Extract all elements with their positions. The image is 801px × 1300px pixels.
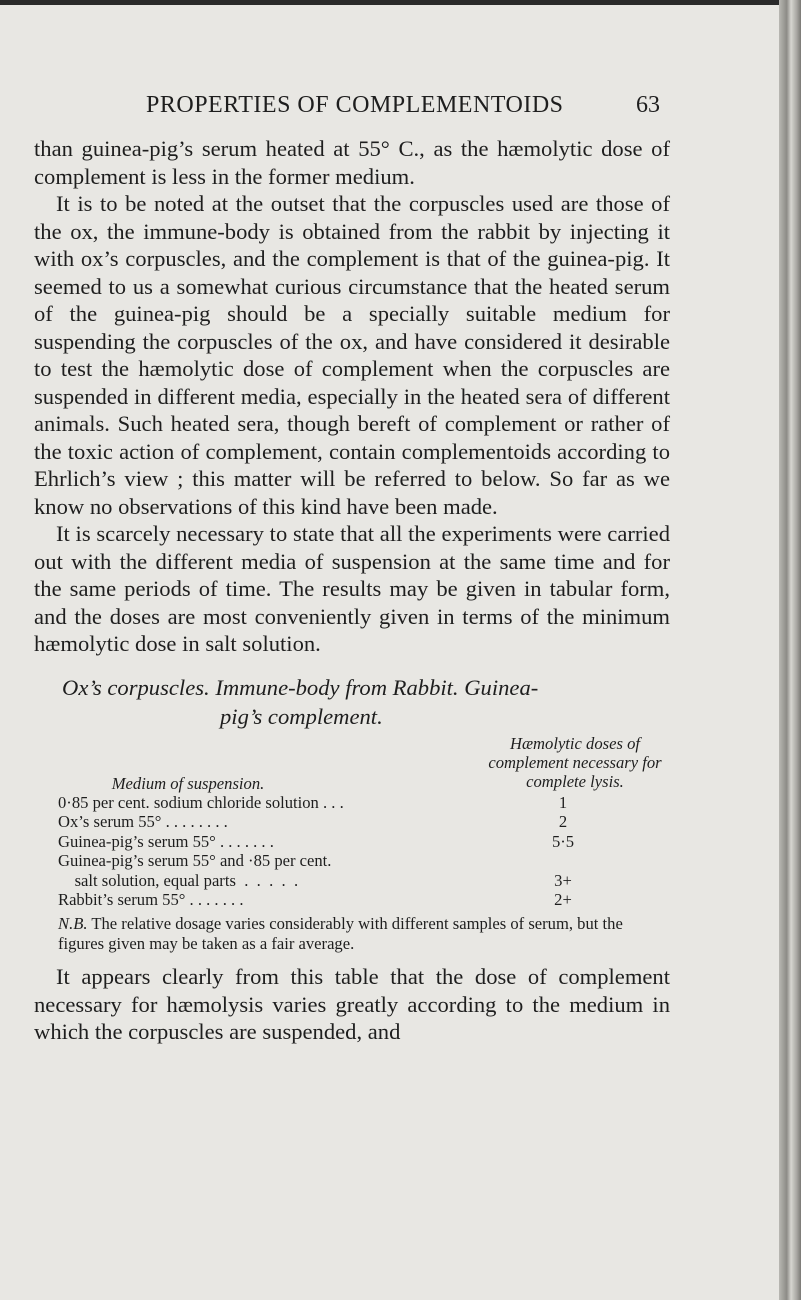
row-medium: 0·85 per cent. sodium chloride solution . . . (58, 793, 344, 812)
row-dose: 2 (558, 812, 568, 832)
body-text (34, 135, 670, 658)
row-medium: Guinea-pig’s serum 55° and ·85 per cent. (58, 851, 332, 871)
closing-text (34, 963, 670, 1046)
table-title (34, 673, 670, 731)
row-dose: 3+ (554, 870, 572, 890)
row-medium: Ox’s serum 55° . . . . . . . . (58, 812, 228, 832)
table-row (58, 832, 670, 851)
row-medium: Guinea-pig’s serum 55° . . . . . . . (58, 831, 274, 851)
page-binding-edge (779, 0, 801, 1300)
note-label: N.B. (58, 914, 88, 933)
paragraph: It is scarcely necessary to state that all the experiments were carried out with the different media of suspension at the same time and for the same periods of time. The results may be given in tabular form, and the doses are most conveniently given in terms of the minimum hæmolytic dose in salt solution. (34, 521, 670, 656)
table-row (58, 851, 670, 870)
table-row (58, 793, 670, 812)
paragraph: It appears clearly from this table that the dose of complement necessary for hæmolysis varies greatly according to the medium in which the corpuscles are suspended, and (34, 964, 670, 1044)
scan-top-edge (0, 0, 801, 5)
table-title-line-2: pig’s complement. (220, 704, 383, 729)
page-number: 63 (636, 92, 660, 118)
row-medium: Rabbit’s serum 55° . . . . . . . (58, 889, 244, 909)
note-text: The relative dosage varies considerably with different samples of serum, but the figures given may be taken as a fair average. (58, 914, 623, 953)
table-row (58, 871, 670, 890)
running-header: PROPERTIES OF COMPLEMENTOIDS (146, 92, 564, 118)
row-dose: 1 (558, 793, 568, 812)
column-header-dose: Hæmolytic doses of complement necessary for complete lysis. (488, 734, 662, 791)
table-rows (58, 793, 670, 909)
column-header-medium: Medium of suspension. (111, 774, 265, 793)
table-title-line-1: Ox’s corpuscles. Immune-body from Rabbit. Guinea- (62, 675, 539, 700)
paragraph: It is to be noted at the outset that the corpuscles used are those of the ox, the immune-body is obtained from the rabbit by injecting it with ox’s corpuscles, and the complement is that of the guinea-pig. It seemed to us a somewhat curious circumstance that the heated serum of the guinea-pig should be a specially suitable medium for suspending the corpuscles of the ox, and have considered it desirable to test the hæmolytic dose of complement when the corpuscles are suspended in different media, especially in the heated sera of different animals. Such heated sera, though bereft of complement or rather of the toxic action of complement, contain complementoids according to Ehrlich’s view ; this matter will be referred to below. So far as we know no observations of this kind have been made. (34, 191, 670, 519)
table-row (58, 812, 670, 831)
row-dose: 2+ (554, 889, 572, 909)
paragraph-continued: than guinea-pig’s serum heated at 55° C., as the hæmolytic dose of complement is less in the former medium. (34, 136, 670, 189)
row-medium: salt solution, equal parts . . . . . (58, 870, 299, 890)
table-row (58, 890, 670, 909)
table-note (58, 914, 658, 954)
row-dose: 5·5 (551, 831, 575, 851)
